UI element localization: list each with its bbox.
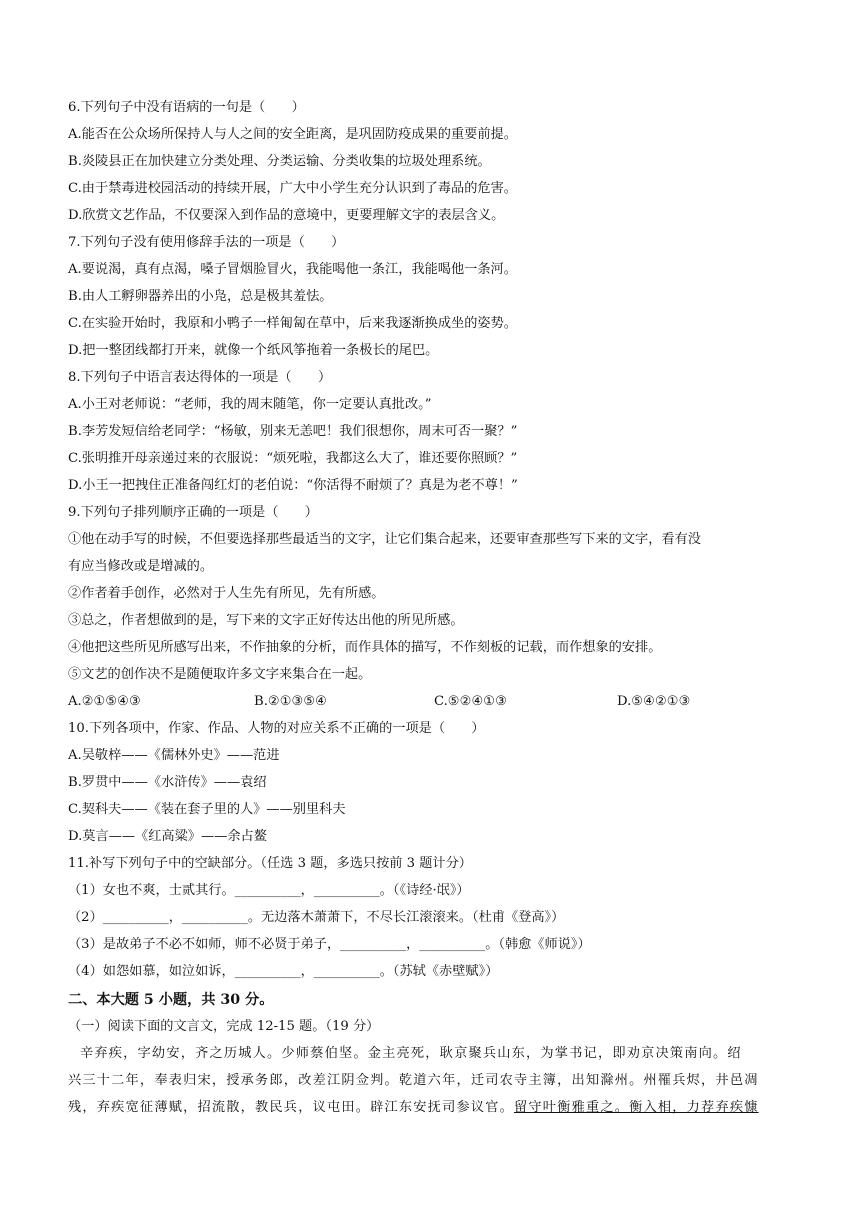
q10-option-b: B.罗贯中——《水浒传》——袁绍 (68, 775, 267, 790)
passage-line-2: 兴三十二年，奉表归宋，授承务郎，改差江阴佥判。乾道六年，迁司农寺主簿，出知滁州。州罹兵烬，井邑凋 (68, 1073, 759, 1088)
q9-sentence-4: ④他把这些所见所感写出来，不作抽象的分析，而作具体的描写，不作刻板的记载，而作想象的安排。 (68, 640, 662, 655)
q9-option-a: A.②①⑤④③ (68, 694, 141, 709)
q10-option-c: C.契科夫——《装在套子里的人》——别里科夫 (68, 802, 346, 817)
q9-option-c: C.⑤②④①③ (434, 694, 507, 709)
q8-option-a: A.小王对老师说：“老师，我的周末随笔，你一定要认真批改。” (68, 397, 432, 412)
q11-line-2: （2）__________，__________。无边落木萧萧下，不尽长江滚滚来。（杜甫《登高》） (68, 910, 565, 925)
q10-option-d: D.莫言——《红高粱》——余占鳌 (68, 829, 267, 844)
q8-option-c: C.张明推开母亲递过来的衣服说：“烦死啦，我都这么大了，谁还要你照顾？” (68, 451, 518, 466)
q10-option-a: A.吴敬梓——《儒林外史》——范进 (68, 748, 280, 763)
q10-stem: 10.下列各项中，作家、作品、人物的对应关系不正确的一项是（ ） (68, 721, 485, 736)
q6-option-c: C.由于禁毒进校园活动的持续开展，广大中小学生充分认识到了毒品的危害。 (68, 181, 517, 196)
q7-option-c: C.在实验开始时，我原和小鸭子一样匍匐在草中，后来我逐渐换成坐的姿势。 (68, 316, 517, 331)
q8-option-d: D.小王一把拽住正准备闯红灯的老伯说：“你活得不耐烦了？真是为老不尊！” (68, 478, 518, 493)
passage-line-3-text: 残，弃疾宽征薄赋，招流散，教民兵，议屯田。辟江东安抚司参议官。 (68, 1100, 515, 1115)
q9-stem: 9.下列句子排列顺序正确的一项是（ ） (68, 505, 318, 520)
q6-option-a: A.能否在公众场所保持人与人之间的安全距离，是巩固防疫成果的重要前提。 (68, 127, 517, 142)
q8-option-b: B.李芳发短信给老同学：“杨敏，别来无恙吧！我们很想你，周末可否一聚？” (68, 424, 518, 439)
q6-option-b: B.炎陵县正在加快建立分类处理、分类运输、分类收集的垃圾处理系统。 (68, 154, 491, 169)
q9-option-b: B.②①③⑤④ (254, 694, 327, 709)
passage-line-1: 辛弃疾，字幼安，齐之历城人。少师蔡伯坚。金主亮死，耿京聚兵山东，为掌书记，即劝京决策南向。绍 (80, 1046, 742, 1061)
q7-option-a: A.要说渴，真有点渴，嗓子冒烟脸冒火，我能喝他一条江，我能喝他一条河。 (68, 262, 517, 277)
passage-line-3 (68, 1099, 794, 1117)
q6-stem: 6.下列句子中没有语病的一句是（ ） (68, 100, 305, 115)
section-2-heading: 二、本大题 5 小题，共 30 分。 (68, 992, 274, 1008)
q9-option-d: D.⑤④②①③ (617, 694, 691, 709)
q11-line-4: （4）如怨如慕，如泣如诉，__________，__________。（苏轼《赤壁赋》） (68, 964, 499, 979)
q9-sentence-2: ②作者着手创作，必然对于人生先有所见，先有所感。 (68, 586, 385, 601)
q8-stem: 8.下列句子中语言表达得体的一项是（ ） (68, 370, 332, 385)
q11-line-1: （1）女也不爽，士贰其行。__________，__________。（《诗经·氓》） (68, 883, 470, 898)
q9-sentence-5: ⑤文艺的创作决不是随便取许多文字来集合在一起。 (68, 667, 372, 682)
q7-option-d: D.把一整团线都打开来，就像一个纸风筝拖着一条极长的尾巴。 (68, 343, 439, 358)
q9-sentence-1-cont: 有应当修改或是增减的。 (68, 559, 214, 574)
q11-line-3: （3）是故弟子不必不如师，师不必贤于弟子，__________，__________。（韩愈《师说》） (68, 937, 591, 952)
q11-stem: 11.补写下列句子中的空缺部分。（任选 3 题，多选只按前 3 题计分） (68, 856, 472, 871)
q6-option-d: D.欣赏文艺作品，不仅要深入到作品的意境中，更要理解文字的表层含义。 (68, 208, 505, 223)
q9-sentence-3: ③总之，作者想做到的是，写下来的文字正好传达出他的所见所感。 (68, 613, 464, 628)
passage-underlined-sentence: 留守叶衡雅重之。衡入相，力荐弃疾慷 (514, 1100, 759, 1115)
q7-option-b: B.由人工孵卵器养出的小凫，总是极其羞怯。 (68, 289, 333, 304)
q7-stem: 7.下列句子没有使用修辞手法的一项是（ ） (68, 235, 345, 250)
q9-sentence-1: ①他在动手写的时候，不但要选择那些最适当的文字，让它们集合起来，还要审查那些写下来的文字，看有没 (68, 532, 701, 547)
section-2-subheading: （一）阅读下面的文言文，完成 12-15 题。（19 分） (68, 1019, 380, 1034)
